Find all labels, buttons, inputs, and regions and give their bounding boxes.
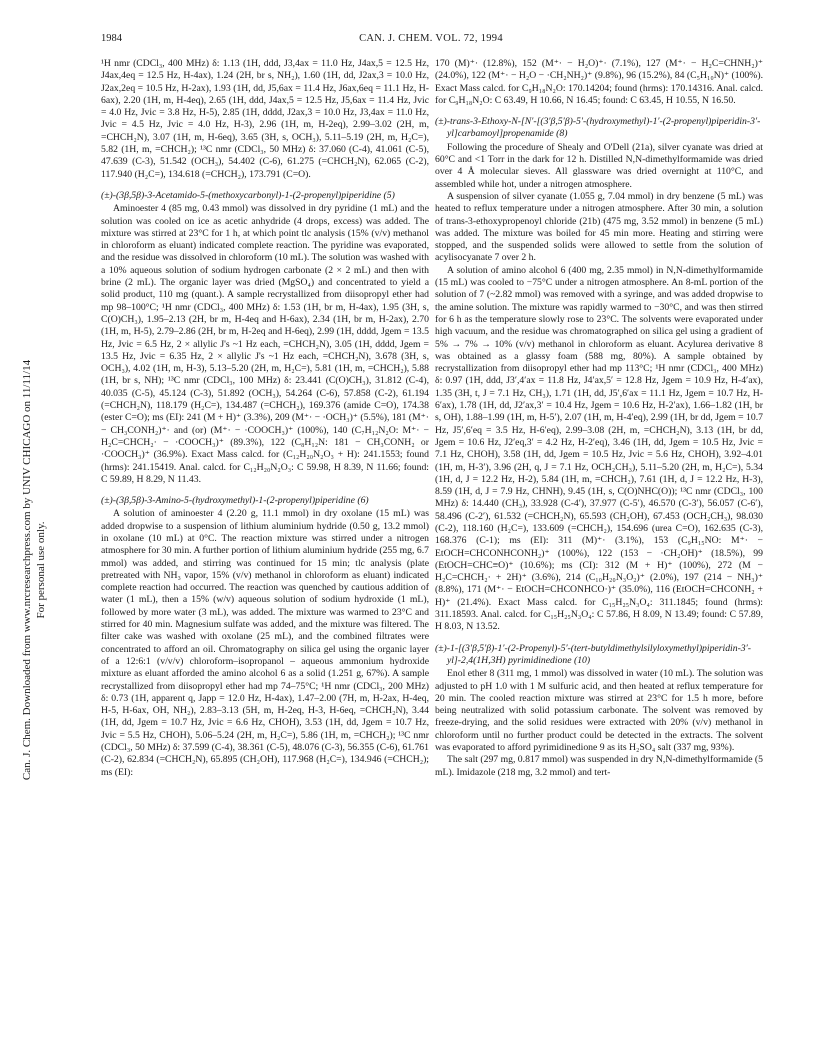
left-column	[101, 58, 429, 1048]
paragraph-ms-data-6: 170 (M)⁺· (12.8%), 152 (M⁺· − H₂O)⁺· (7.1%), 127 (M⁺· − H₂C=CHNH₂)⁺ (24.0%), 122 (M⁺· − H₂O − ·CH₂NH₂)⁺ (9.8%), 96 (15.2%), 84 (C₅H₁₀N)⁺ (100%). Exact Mass calcd. for C₉H₁₈N₂O: 170.14204; found (hrms): 170.14316. Anal. calcd. for C₉H₁₈N₂O: C 63.49, H 10.66, N 16.45; found: C 63.45, H 10.55, N 16.50.	[435, 58, 763, 106]
heading-compound-10: (±)-1-[(3′β,5′β)-1′-(2-Propenyl)-5′-(tert-butyldimethylsilyloxymethyl)piperidin-3′-yl]-2,4(1H,3H) pyrimidinedione (10)	[435, 642, 751, 666]
paragraph-compound-8: A solution of amino alcohol 6 (400 mg, 2.35 mmol) in N,N-dimethylformamide (15 mL) was cooled to −75°C under a nitrogen atmosphere. An 8-mL portion of the solution of 7 (~2.82 mmol) was removed with a syringe, and was added dropwise to the amine solution. The mixture was rapidly warmed to −30°C, and was then stirred for 6 h as the temperature slowly rose to 23°C. The solvents were evaporated under high vacuum, and the residue was chromatographed on silica gel using a gradient of 5% → 7% → 10% (v/v) methanol in chloroform as eluant. Acylurea derivative 8 was obtained as a glassy foam (588 mg, 80%). A sample obtained by recrystallization from diisopropyl ether had mp 113°C; ¹H nmr (CDCl₃, 400 MHz) δ: 0.97 (1H, ddd, J3′,4′ax = 11.8 Hz, J4′ax,5′ = 12.8 Hz, Jgem = 10.9 Hz, H-4′ax), 1.35 (3H, t, J = 7.1 Hz, CH₃), 1.71 (1H, dd, J5′,6′ax = 11.1 Hz, Jgem = 10.7 Hz, H-6′ax), 1.78 (1H, dd, J2′ax,3′ = 10.4 Hz, Jgem = 10.6 Hz, H-2′ax), 1.66–1.82 (1H, br s, OH), 1.88–1.99 (1H, m, H-5′), 2.07 (1H, m, H-4′eq), 2.99 (1H, br dd, Jgem = 10.7 Hz, J5′,6′eq = 3.5 Hz, H-6′eq), 2.99–3.08 (2H, m, =CHCH₂N), 3.13 (1H, br dd, Jgem = 10.6 Hz, J2′eq,3′ = 4.2 Hz, H-2′eq), 3.46 (1H, dd, Jgem = 10.5 Hz, Jvic = 7.1 Hz, CHOH), 3.58 (1H, dd, Jgem = 10.5 Hz, Jvic = 5.6 Hz, CHOH), 3.92–4.01 (1H, m, H-3′), 3.96 (2H, q, J = 7.1 Hz, OCH₂CH₃), 5.11–5.20 (2H, m, H₂C=), 5.34 (1H, d, J = 12.2 Hz, H-2), 5.84 (1H, m, =CHCH₂), 7.61 (1H, d, J = 12.2 Hz, H-3), 8.59 (1H, d, J = 7.9 Hz, CHNH), 9.45 (1H, s, C(O)NHC(O)); ¹³C nmr (CDCl₃, 100 MHz) δ: 14.440 (CH₃), 33.928 (C-4′), 37.977 (C-5′), 46.570 (C-3′), 56.057 (C-6′), 58.496 (C-2′), 61.532 (=CHCH₂N), 65.593 (CH₂OH), 67.453 (OCH₂CH₃), 98.030 (C-2), 118.160 (H₂C=), 133.609 (=CHCH₂), 154.696 (urea C=O), 162.635 (C-3), 168.376 (C-1); ms (EI): 311 (M)⁺· (3.1%), 153 (C₉H₁₅NO: M⁺· − EtOCH=CHCONHCONH₂)⁺ (100%), 122 (153 − ·CH₂OH)⁺ (18.5%), 99 (EtOCH=CHC≡O)⁺ (10.6%); ms (CI): 312 (M + H)⁺ (100%), 272 (M − H₂C=CHCH₂· + 2H)⁺ (3.6%), 214 (C₁₀H₂₀N₃O₂)⁺ (2.0%), 197 (214 − NH₃)⁺ (8.8%), 171 (M⁺· − EtOCH=CHCONHCO·)⁺ (35.0%), 116 (EtOCH=CHCONH₂ + H)⁺ (21.4%). Exact Mass calcd. for C₁₅H₂₅N₃O₄: 311.1845; found (hrms): 311.18593. Anal. calcd. for C₁₅H₂₅N₃O₄: C 57.86, H 8.09, N 13.49; found: C 57.89, H 8.03, N 13.52.	[435, 264, 763, 633]
watermark-line-1: Can. J. Chem. Downloaded from www.nrcresearchpress.com by UNIV CHICAGO on 11/11/14	[21, 359, 33, 781]
running-header	[101, 33, 761, 49]
paragraph-acylisocyanate-7: A suspension of silver cyanate (1.055 g, 7.04 mmol) in dry benzene (5 mL) was heated to reflux temperature under a nitrogen atmosphere. After 30 min, a solution of trans-3-ethoxypropenoyl chloride (21b) (475 mg, 3.52 mmol) in benzene (5 mL) was added. The mixture was boiled for 45 min more. Heating and stirring were stopped, and the suspended solids were allowed to settle from the solution of acylisocyanate 7 over 2 h.	[435, 190, 763, 264]
page-number: 1984	[101, 33, 122, 44]
paragraph-silver-cyanate-prep: Following the procedure of Shealy and O'Dell (21a), silver cyanate was dried at 60°C and <1 Torr in the dark for 12 h. Distilled N,N-dimethylformamide was dried over 4 Å molecular sieves. All glassware was dried overnight at 110°C, and assembled while hot, under a nitrogen atmosphere.	[435, 141, 763, 190]
heading-compound-6: (±)-(3β,5β)-3-Amino-5-(hydroxymethyl)-1-(2-propenyl)piperidine (6)	[101, 495, 369, 507]
journal-reference: CAN. J. CHEM. VOL. 72, 1994	[359, 33, 503, 44]
paragraph-compound-5: Aminoester 4 (85 mg, 0.43 mmol) was dissolved in dry pyridine (1 mL) and the solution was cooled on ice as acetic anhydride (4 drops, excess) was added. The mixture was stirred at 23°C for 1 h, at which point tlc analysis (15% (v/v) methanol in chloroform as eluant) indicated complete reaction. The pyridine was evaporated, and the residue was dissolved in chloroform (10 mL). The solution was washed with a 10% aqueous solution of sodium hydrogen carbonate (2 × 2 mL) and then with brine (2 mL). The organic layer was dried (MgSO₄) and concentrated to yield a solid product, 110 mg (quant.). A sample recrystallized from diisopropyl ether had mp 98–100°C; ¹H nmr (CDCl₃, 400 MHz) δ: 1.53 (1H, br m, H-4ax), 1.95 (3H, s, C(O)CH₃), 1.95–2.13 (2H, br m, H-4eq and H-6ax), 2.34 (1H, br m, H-2ax), 2.70 (1H, m, H-5), 2.79–2.86 (2H, br m, H-2eq and H-6eq), 2.99 (1H, dddd, Jgem = 13.5 Hz, Jvic = 6.5 Hz, 2 × allylic J's ~1 Hz each, =CHCH₂N), 3.05 (1H, dddd, Jgem = 13.5 Hz, Jvic = 6.35 Hz, 2 × allylic J's ~1 Hz each, =CHCH₂N), 3.678 (3H, s, OCH₃), 4.02 (1H, m, H-3), 5.13–5.20 (2H, m, H₂C=), 5.81 (1H, m, =CHCH₂), 5.88 (1H, br s, NH); ¹³C nmr (CDCl₃, 100 MHz) δ: 23.441 (C(O)CH₃), 31.812 (C-4), 40.035 (C-5), 45.124 (C-3), 51.892 (OCH₃), 54.264 (C-6), 57.858 (C-2), 61.194 (=CHCH₂N), 118.179 (H₂C=), 134.487 (=CHCH₂), 169.376 (amide C=O), 174.38 (ester C=O); ms (EI): 241 (M + H)⁺ (3.3%), 209 (M⁺· − ·OCH₃)⁺ (5.5%), 181 (M⁺· − CH₃CONH₂)⁺· and (or) (M⁺· − ·COOCH₃)⁺ (100%), 140 (C₇H₁₂N₂O: M⁺· − H₂C=CHCH₂· − ·COOCH₃)⁺ (89.3%), 122 (C₈H₁₂N: 181 − CH₃CONH₂ or ·COOCH₃)⁺ (36.9%). Exact Mass calcd. for (C₁₂H₂₀N₂O₃ + H): 241.1553; found (hrms): 241.15419. Anal. calcd. for C₁₂H₂₀N₂O₃: C 59.98, H 8.39, N 11.66; found: C 59.89, H 8.29, N 11.43.	[101, 203, 429, 485]
watermark-line-2: For personal use only.	[35, 521, 47, 619]
download-watermark	[4, 140, 64, 1000]
paragraph-silylation: The salt (297 mg, 0.817 mmol) was suspended in dry N,N-dimethylformamide (5 mL). Imidazole (218 mg, 3.2 mmol) and tert-	[435, 754, 763, 778]
paragraph-nmr-data-4: ¹H nmr (CDCl₃, 400 MHz) δ: 1.13 (1H, ddd, J3,4ax = 11.0 Hz, J4ax,5 = 12.5 Hz, J4ax,4eq = 12.5 Hz, H-4ax), 1.24 (2H, br s, NH₂), 1.60 (1H, dd, J2ax,3 = 10.0 Hz, J2ax,2eq = 10.5 Hz, H-2ax), 1.93 (1H, dd, J5,6ax = 11.4 Hz, J6ax,6eq = 11.1 Hz, H-6ax), 2.20 (1H, m, H-4eq), 2.65 (1H, ddd, J4ax,5 = 12.5 Hz, J5,6ax = 11.4 Hz, Jvic = 4.0 Hz, Jvic = 3.8 Hz, H-5), 2.85 (1H, dddd, J2ax,3 = 10.0 Hz, J3,4ax = 11.0 Hz, Jvic = 4.5 Hz, Jvic = 4.0 Hz, H-3), 2.96 (1H, m, H-2eq), 2.99–3.02 (2H, m, =CHCH₂N), 3.07 (1H, m, H-6eq), 3.65 (3H, s, OCH₃), 5.11–5.19 (2H, m, H₂C=), 5.82 (1H, m, =CHCH₂); ¹³C nmr (CDCl₃, 50 MHz) δ: 37.060 (C-4), 41.061 (C-5), 47.639 (C-3), 51.542 (OCH₃), 54.402 (C-6), 61.275 (=CHCH₂N), 62.065 (C-2), 117.940 (H₂C=), 134.618 (=CHCH₂), 173.791 (C=O).	[101, 58, 429, 180]
paragraph-enol-ether-hydrolysis: Enol ether 8 (311 mg, 1 mmol) was dissolved in water (10 mL). The solution was adjusted to pH 1.0 with 1 M sulfuric acid, and then heated at reflux temperature for 20 min. The cooled reaction mixture was stirred at 23°C for 1.5 h more, before being neutralized with solid potassium carbonate. The solvent was removed by freeze-drying, and the solid residues were extracted with 20% (v/v) methanol in chloroform until no further product could be detected in the extracts. The solvent was evaporated to afford pyrimidinedione 9 as its H₂SO₄ salt (337 mg, 93%).	[435, 668, 763, 754]
heading-compound-8: (±)-trans-3-Ethoxy-N-[N′-[(3′β,5′β)-5′-(hydroxymethyl)-1′-(2-propenyl)piperidin-3′-yl]carbamoyl]propenamide (8)	[435, 116, 761, 140]
paragraph-compound-6: A solution of aminoester 4 (2.20 g, 11.1 mmol) in dry oxolane (15 mL) was added dropwise to a suspension of lithium aluminium hydride (0.50 g, 13.2 mmol) in oxolane (10 mL) at 0°C. The reaction mixture was stirred under a nitrogen atmosphere for 30 min. A further portion of lithium aluminium hydride (255 mg, 6.7 mmol) was added, and stirring was continued for 15 min; tlc analysis (plate pretreated with NH₃ vapor, 15% (v/v) methanol in chloroform as eluant) indicated complete reaction had occurred. The reaction was quenched by cautious addition of water (1 mL), then a 15% (w/v) aqueous solution of sodium hydroxide (1 mL), followed by more water (3 mL), was added. The mixture was warmed to 23°C and stirred for 40 min. Magnesium sulfate was added, and the mixture was filtered. The filter cake was washed with oxolane (25 mL), and the combined filtrates were concentrated to afford an oil. Chromatography on silica gel using the organic layer of a 12:6:1 (v/v/v) chloroform–isopropanol – aqueous ammonium hydroxide mixture as eluant afforded the amino alcohol 6 as a solid (1.251 g, 67%). A sample recrystallized from diisopropyl ether had mp 74–75°C; ¹H nmr (CDCl₃, 200 MHz) δ: 0.73 (1H, apparent q, Japp = 12.0 Hz, H-4ax), 1.47–2.00 (7H, m, H-2ax, H-4eq, H-5, H-6ax, OH, NH₂), 2.83–3.13 (5H, m, H-2eq, H-3, H-6eq, =CHCH₂N), 3.44 (1H, dd, Jgem = 10.7 Hz, Jvic = 6.6 Hz, CHOH), 3.53 (1H, dd, Jgem = 10.7 Hz, Jvic = 5.5 Hz, CHOH), 5.06–5.24 (2H, m, H₂C=), 5.86 (1H, m, =CHCH₂); ¹³C nmr (CDCl₃, 50 MHz) δ: 37.599 (C-4), 38.361 (C-5), 48.076 (C-3), 56.355 (C-6), 61.761 (C-2), 62.834 (=CHCH₂N), 65.895 (CH₂OH), 117.968 (H₂C=), 134.946 (=CHCH₂); ms (EI):	[101, 508, 429, 778]
heading-compound-5: (±)-(3β,5β)-3-Acetamido-5-(methoxycarbonyl)-1-(2-propenyl)piperidine (5)	[101, 189, 395, 201]
right-column	[435, 58, 763, 1048]
